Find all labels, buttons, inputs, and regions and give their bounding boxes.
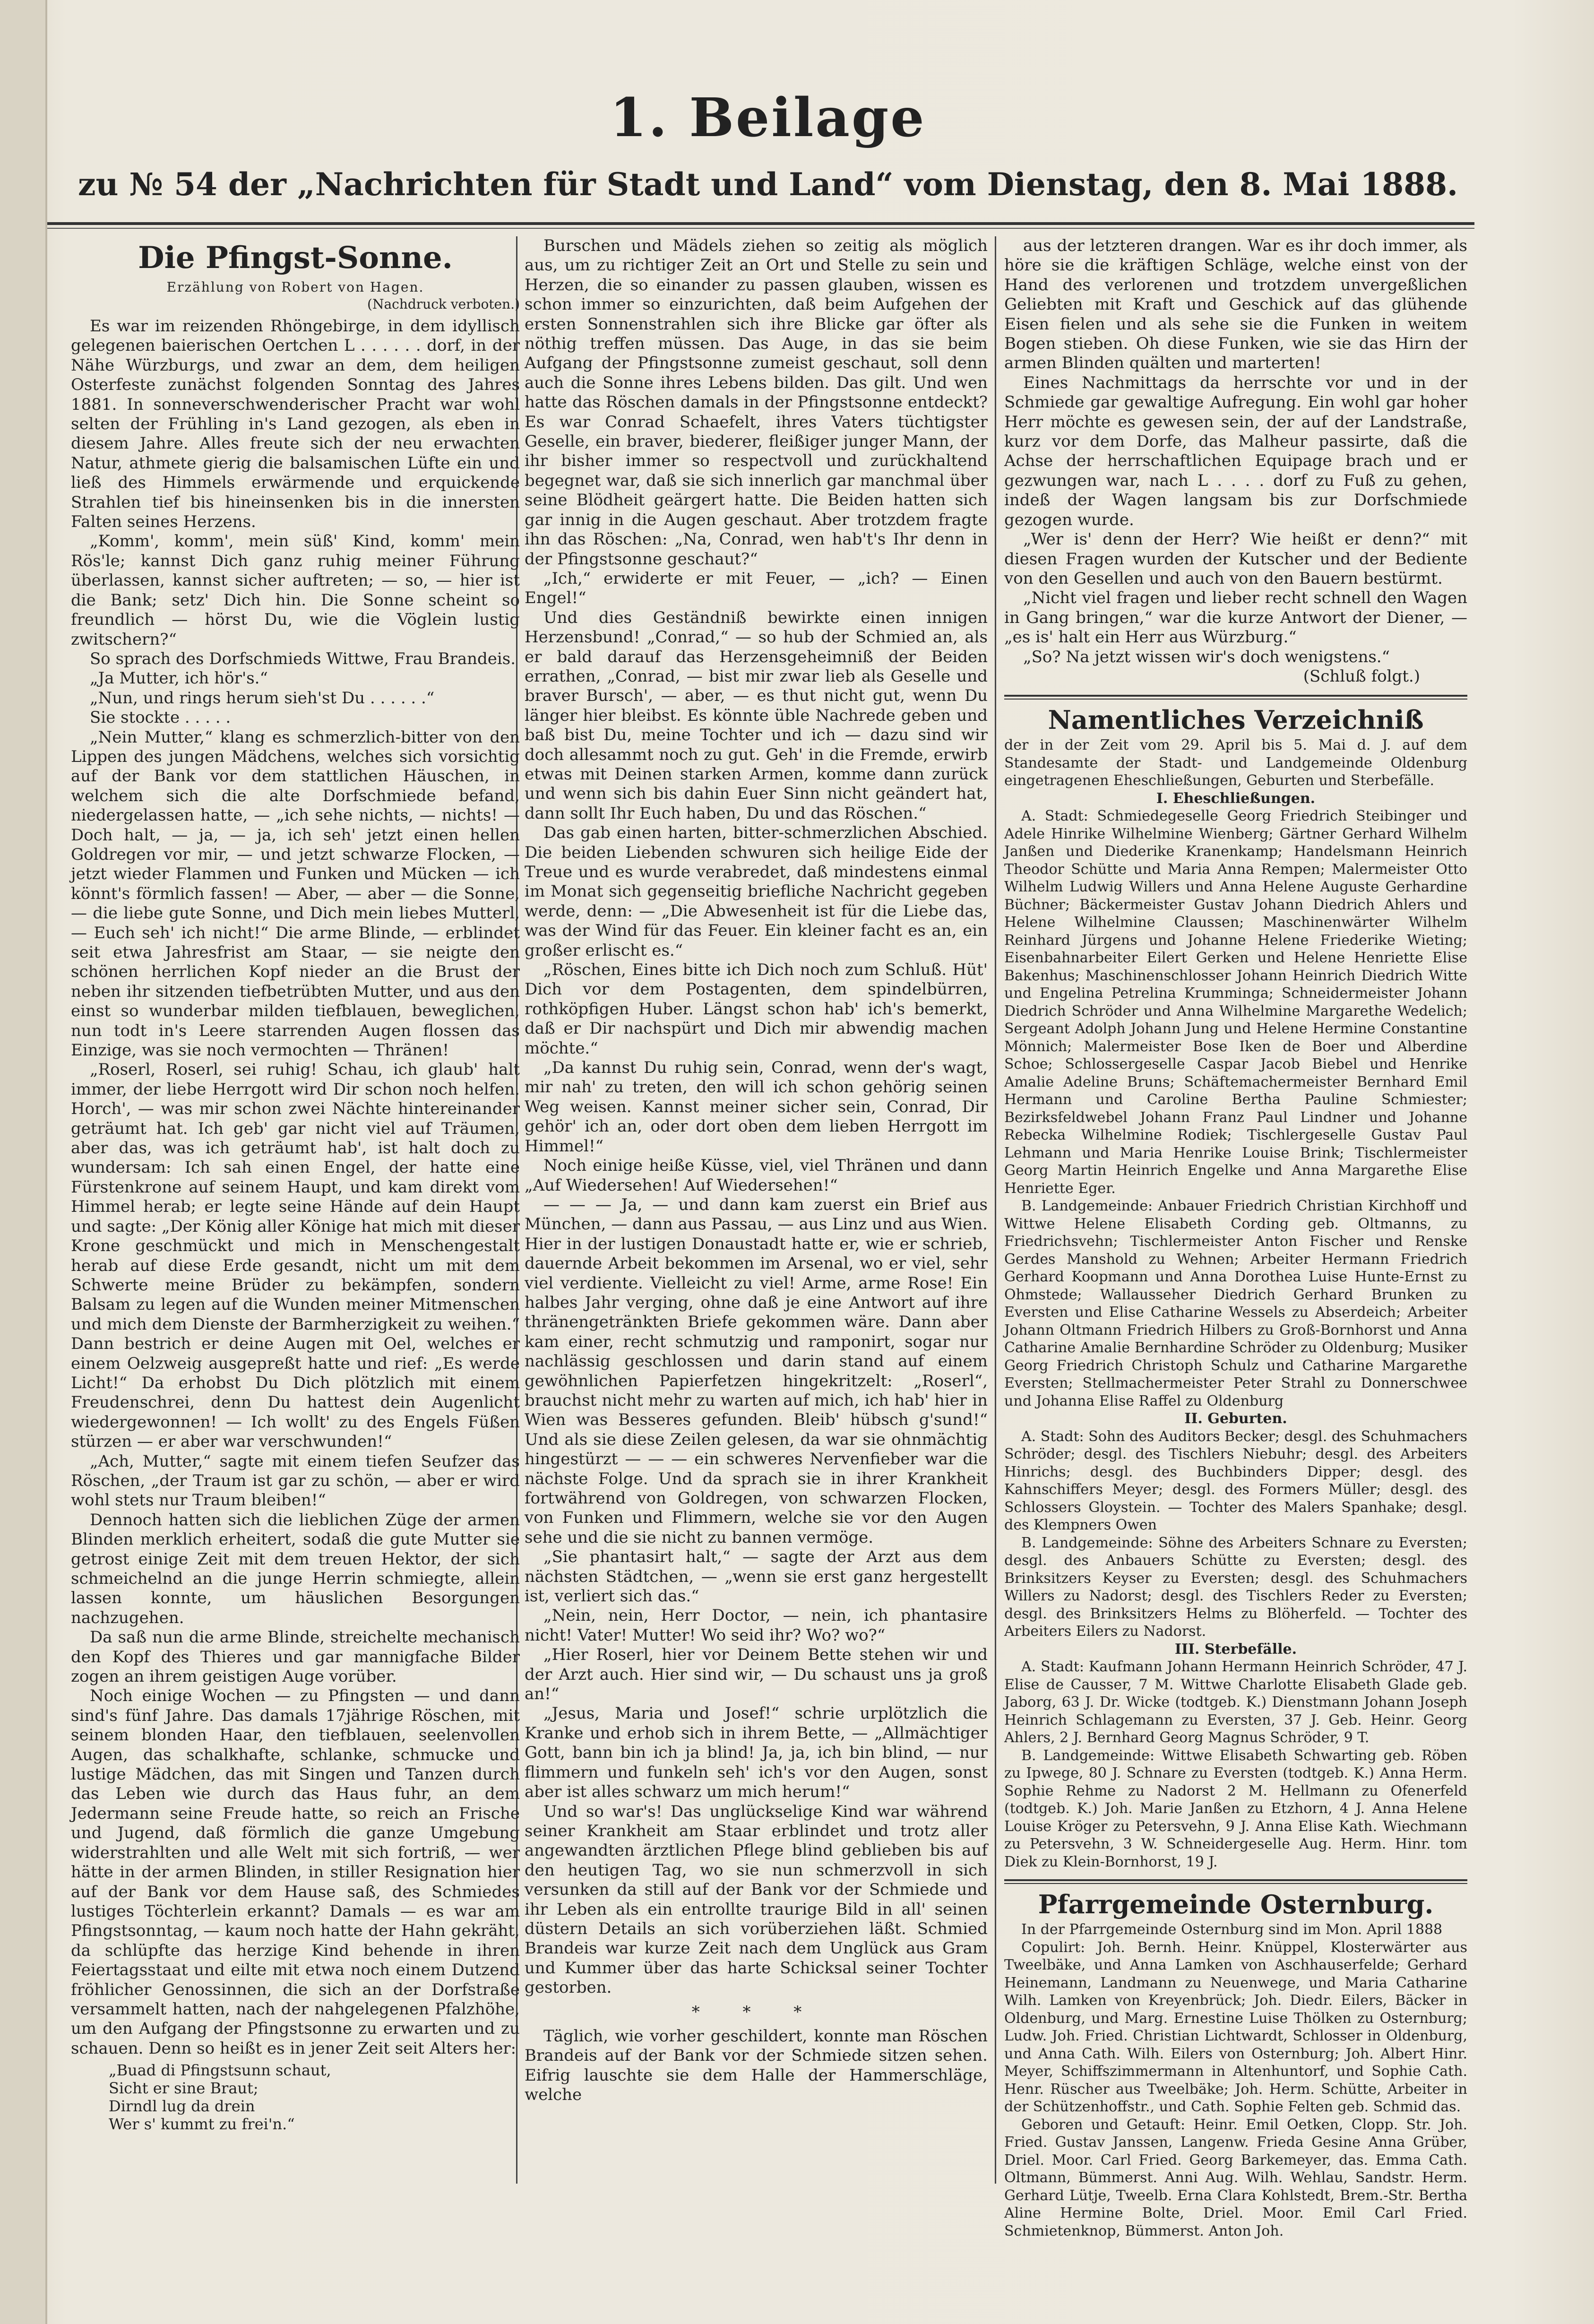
poem-line: Dirndl lug da drein: [109, 2097, 255, 2116]
paragraph: „Roserl, Roserl, sei ruhig! Schau, ich glaub' halt immer, der liebe Herrgott wird Dir schon noch helfen. Horch', — was mir schon zwei Nächte hintereinander geträumt hat. Ich geb' gar nicht viel auf Träumen, aber das, was ich geträumt hab', ist halt doch zu wundersam: Ich sah einen Engel, der hatte eine Fürstenkrone auf seinem Haupt, und kam direkt vom Himmel herab; er legte seine Hände auf dein Haupt und sagte: „Der König aller Könige hat mich mit dieser Krone geschmückt und mich in Menschengestalt herab auf diese Erde gesandt, nicht um mit dem Schwerte meine Brüder zu bekämpfen, sondern Balsam zu legen auf die Wunden meiner Mitmenschen und mich dem Dienste der Barmherzigkeit zu weihen.“ Dann bestrich er deine Augen mit Oel, welches er einem Oelzweig ausgepreßt hatte und rief: „Es werde Licht!“ Da erhobst Du Dich plötzlich mit einem Freudenschrei, denn Du hattest dein Augenlicht wiedergewonnen! — Ich wollt' zu des Engels Füßen stürzen — er aber war verschwunden!“: [71, 1060, 520, 1451]
column-3: [1004, 236, 1467, 2240]
continued-note: (Schluß folgt.): [1303, 666, 1420, 686]
register-sections: [1004, 790, 1467, 1871]
paragraph: Eines Nachmittags da herrschte vor und in der Schmiede gar gewaltige Aufregung. Ein wohl gar hoher Herr möchte es gewesen sein, der auf der Landstraße, kurz vor dem Dorfe, das Malheur passirte, daß die Achse der herrschaftlichen Equipage brach und er gezwungen war, nach L . . . . dorf zu Fuß zu gehen, indeß der Wagen langsam bis zur Dorfschmiede gezogen wurde.: [1004, 373, 1467, 529]
paragraph: „Ja Mutter, ich hör's.“: [90, 669, 268, 688]
paragraph: aus der letzteren drangen. War es ihr doch immer, als höre sie die kräftigen Schläge, welche einst von der Hand des verlorenen und trotzdem unvergeßlichen Geliebten mit Kraft und Geschick auf das glühende Eisen fielen und als sehe sie die Funken in weitem Bogen stieben. Oh diese Funken, wie sie das Hirn der armen Blinden quälten und marterten!: [1004, 236, 1467, 373]
paragraph: „Komm', komm', mein süß' Kind, komm' mein Rös'le; kannst Dich ganz ruhig meiner Führung überlassen, kannst sicher auftreten; — so, — hier ist die Bank; setz' Dich hin. Die Sonne scheint so freundlich — hörst Du, wie die Vöglein lustig zwitschern?“: [71, 532, 520, 649]
register-entry: B. Landgemeinde: Söhne des Arbeiters Schnare zu Eversten; desgl. des Anbauers Schütte zu Eversten; desgl. des Brinksitzers Keyser zu Eversten; desgl. des Schuhmachers Willers zu Nadorst; desgl. des Tischlers Reder zu Eversten; desgl. des Brinksitzers Helms zu Blöherfeld. — Tochter des Arbeiters Eilers zu Nadorst.: [1004, 1534, 1467, 1640]
paragraph: „Nun, und rings herum sieh'st Du . . . . . .“: [90, 688, 435, 708]
register-section-heading: I. Eheschließungen.: [1156, 790, 1316, 807]
parish-copulirt: Copulirt: Joh. Bernh. Heinr. Knüppel, Klosterwärter aus Tweelbäke, und Anna Lamken von Aschhauserfelde; Gerhard Heinemann, Landmann zu Neuenwege, und Maria Catharine Wilh. Lamken von Kreyenbrück; Joh. Diedr. Eilers, Bäcker in Oldenburg, und Marg. Ernestine Luise Thölken zu Osternburg; Ludw. Joh. Fried. Christian Lichtwardt, Schlosser in Oldenburg, und Anna Cath. Wilh. Eilers von Osternburg; Joh. Albert Hinr. Meyer, Schiffszimmermann in Altenhuntorf, und Sophie Cath. Henr. Rüscher aus Tweelbäke; Joh. Herm. Schütte, Arbeiter in der Schützenhoffstr., und Cath. Sophie Felten geb. Schmid das.: [1004, 1939, 1467, 2116]
register-entry: B. Landgemeinde: Wittwe Elisabeth Schwarting geb. Röben zu Ipwege, 80 J. Schnare zu Eversten (todtgeb. K.) Anna Herm. Sophie Rehme zu Nadorst 2 M. Hellmann zu Ofenerfeld (todtgeb. K.) Joh. Marie Janßen zu Etzhorn, 4 J. Anna Helene Louise Kröger zu Petersvehn, 9 J. Anna Elise Kath. Wiechmann zu Petersvehn, 3 W. Schneidergeselle Aug. Herm. Hinr. tom Diek zu Klein-Bornhorst, 19 J.: [1004, 1747, 1467, 1870]
register-entry: A. Stadt: Kaufmann Johann Hermann Heinrich Schröder, 47 J. Elise de Causser, 7 M. Wittwe Charlotte Elisabeth Glade geb. Jaborg, 63 J. Dr. Wicke (todtgeb. K.) Dienstmann Johann Joseph Heinrich Schlagemann zu Eversten, 37 J. Geb. Heinr. Georg Ahlers, 2 J. Bernhard Georg Magnus Schröder, 9 T.: [1004, 1659, 1467, 1746]
paragraph: Da saß nun die arme Blinde, streichelte mechanisch den Kopf des Thieres und gar mannigfache Bilder zogen an ihrem geistigen Auge vorüber.: [71, 1628, 520, 1686]
story-byline: Erzählung von Robert von Hagen.: [166, 279, 424, 295]
paragraph: „Wer is' denn der Herr? Wie heißt er denn?“ mit diesen Fragen wurden der Kutscher und der Bediente von den Gesellen und auch von den Bauern bestürmt.: [1004, 530, 1467, 588]
parish-body: [1004, 1921, 1467, 2240]
masthead: [47, 85, 1489, 208]
poem-line: „Buad di Pfingstsunn schaut,: [109, 2061, 331, 2080]
register-body: [1004, 736, 1467, 1871]
section-stars: * * *: [691, 2002, 821, 2022]
story-paragraphs-2: [525, 236, 988, 1998]
paragraph: Täglich, wie vorher geschildert, konnte man Röschen Brandeis auf der Bank vor der Schmiede sitzen sehen. Eifrig lauschte sie dem Halle der Hammerschläge, welche: [525, 2026, 988, 2105]
header-rule: [47, 222, 1474, 225]
paragraph: „Ich,“ erwiderte er mit Feuer, — „ich? — Einen Engel!“: [525, 569, 988, 608]
paragraph: „So? Na jetzt wissen wir's doch wenigstens.“: [1023, 647, 1390, 666]
column-divider-2: [995, 236, 996, 2184]
parish-rule-thin: [1004, 1883, 1467, 1884]
register-section-heading: III. Sterbefälle.: [1174, 1641, 1297, 1658]
paragraph: So sprach des Dorfschmieds Wittwe, Frau Brandeis.: [90, 649, 516, 668]
register-entry: A. Stadt: Schmiedegeselle Georg Friedrich Steibinger und Adele Hinrike Wilhelmine Wienberg; Gärtner Gerhard Wilhelm Janßen und Diederike Kranenkamp; Handelsmann Heinrich Theodor Schütte und Maria Anna Rempen; Malermeister Otto Wilhelm Ludwig Willers und Anna Helene Auguste Gerhardine Büchner; Bäckermeister Gustav Johann Diedrich Ahlers und Helene Wilhelmine Claussen; Maschinenwärter Wilhelm Reinhard Jürgens und Johanne Helene Friederike Wieting; Eisenbahnarbeiter Eilert Gerken und Helene Henriette Elise Bakenhus; Maschinenschlosser Johann Heinrich Diedrich Witte und Engelina Petrelina Krumminga; Schneidermeister Johann Diedrich Schröder und Anna Wilhelmine Margarethe Wedelich; Sergeant Adolph Johann Jung und Helene Hermine Constantine Mönnich; Malermeister Bose Iken de Boer und Alberdine Schoe; Schlossergeselle Caspar Jacob Biebel und Henrike Amalie Adeline Bruns; Schäftemachermeister Bernhard Emil Hermann und Caroline Bertha Pauline Schmiester; Bezirksfeldwebel Johann Franz Paul Lindner und Johanne Rebecka Wilhelmine Rodiek; Tischlergeselle Gustav Paul Lehmann und Maria Henrike Louise Brink; Tischlermeister Georg Martin Heinrich Engelke und Anna Margarethe Elise Henriette Eger.: [1004, 808, 1467, 1197]
story-paragraphs-3: [1004, 236, 1467, 667]
story-column-1: [71, 236, 520, 2133]
paragraph: „Hier Roserl, hier vor Deinem Bette stehen wir und der Arzt auch. Hier sind wir, — Du schaust uns ja groß an!“: [525, 1645, 988, 1704]
register-rule: [1004, 695, 1467, 697]
paragraph: „Ach, Mutter,“ sagte mit einem tiefen Seufzer das Röschen, „der Traum ist gar zu schön, — aber er wird wohl stets nur Traum bleiben!“: [71, 1451, 520, 1510]
parish-intro: In der Pfarrgemeinde Osternburg sind im Mon. April 1888: [1021, 1921, 1443, 1938]
paragraph: „Da kannst Du ruhig sein, Conrad, wenn der's wagt, mir nah' zu treten, den will ich schon gehörig seinen Weg weisen. Kannst meiner sicher sein, Conrad, Dir gehör' ich an, oder dort oben dem lieben Herrgott im Himmel!“: [525, 1058, 988, 1156]
paragraph: Es war im reizenden Rhöngebirge, in dem idyllisch gelegenen baierischen Oertchen L . . . . . . dorf, in der Nähe Würzburgs, und zwar an dem, dem heiligen Osterfeste zunächst folgenden Sonntag des Jahres 1881. In sonneverschwenderischer Pracht war wohl selten der Frühling in's Land gezogen, als eben in diesem Jahre. Alles freute sich der neu erwachten Natur, athmete gierig die balsamischen Lüfte ein und ließ des Himmels erwärmende und erquickende Strahlen tief bis hineinsenken bis in die innersten Falten seines Herzens.: [71, 317, 520, 532]
paragraph: — — — Ja, — und dann kam zuerst ein Brief aus München, — dann aus Passau, — aus Linz und aus Wien. Hier in der lustigen Donaustadt hatte er, wie er schrieb, dauernde Arbeit bekommen im Arsenal, wo er viel, sehr viel verdiente. Vielleicht zu viel! Arme, arme Rose! Ein halbes Jahr verging, ohne daß je eine Antwort auf ihre thränengetränkten Briefe gekommen wäre. Dann aber kam einer, recht schmutzig und ramponirt, sogar nur nachlässig geschlossen und darin stand auf einem gewöhnlichen Papierfetzen hingekritzelt: „Roserl“, brauchst nicht mehr zu warten auf mich, ich hab' hier in Wien was Besseres gefunden. Bleib' hübsch g'sund!“ Und als sie diese Zeilen gelesen, da war sie ohnmächtig hingestürzt — — — ein schweres Nervenfieber war die nächste Folge. Und da sprach sie in ihrer Krankheit fortwährend von Goldregen, von schwarzen Flocken, von Funken und Flimmern, welche sie vor den Augen sehe und die sie nicht zu bannen vermöge.: [525, 1195, 988, 1547]
supplement-title: 1. Beilage: [610, 87, 926, 149]
paragraph: Und dies Geständniß bewirkte einen innigen Herzensbund! „Conrad,“ — so hub der Schmied an, als er bald darauf das Herzensgeheimniß der Beiden errathen, „Conrad, — bist mir zwar lieb als Geselle und braver Bursch', — aber, — es thut nicht gut, wenn Du länger hier bleibst. Es könnte üble Nachrede geben und baß bist Du, meine Tochter und ich — dazu sind wir doch allesammt noch zu gut. Geh' in die Fremde, erwirb etwas mit Deinen starken Armen, komme dann zurück und wenn sich bis dahin Euer Sinn nicht geändert hat, dann sollt Ihr Euch haben, Du und das Röschen.“: [525, 608, 988, 823]
paragraph: „Nein Mutter,“ klang es schmerzlich-bitter von den Lippen des jungen Mädchens, welches sich vorsichtig auf der Bank vor dem stattlichen Häuschen, in welchem sich die alte Dorfschmiede befand, niedergelassen hatte, — „ich sehe nichts, — nichts! — Doch halt, — ja, — ja, ich seh' jetzt einen hellen Goldregen vor mir, — und jetzt schwarze Flocken, — jetzt wieder Flammen und Funken und Mücken — ich könnt's förmlich fassen! — Aber, — aber — die Sonne, — die liebe gute Sonne, und Dich mein liebes Mutterl, — Euch seh' ich nicht!“ Die arme Blinde, — erblindet seit etwa Jahresfrist am Staar, — sie neigte den schönen herrlichen Kopf nieder an die Brust der neben ihr sitzenden tiefbetrübten Mutter, und aus den einst so wunderbar milden tiefblauen, beweglichen, nun todt in's Leere starrenden Augen flossen das Einzige, was sie noch vermochten — Thränen!: [71, 727, 520, 1060]
paragraph: „Nicht viel fragen und lieber recht schnell den Wagen in Gang bringen,“ war die kurze Antwort der Diener, — „es is' halt ein Herr aus Würzburg.“: [1004, 588, 1467, 647]
register-intro: der in der Zeit vom 29. April bis 5. Mai d. J. auf dem Standesamte der Stadt- und Landgemeinde Oldenburg eingetragenen Eheschließungen, Geburten und Sterbefälle.: [1004, 737, 1467, 789]
parish-rule: [1004, 1879, 1467, 1881]
poem-line: Wer s' kummt zu frei'n.“: [109, 2115, 295, 2134]
register-title: Namentliches Verzeichniß: [1048, 705, 1424, 735]
register-section-heading: II. Geburten.: [1184, 1410, 1287, 1427]
paragraph: Das gab einen harten, bitter-schmerzlichen Abschied. Die beiden Liebenden schwuren sich heilige Eide der Treue und es wurde verabredet, daß mindestens einmal im Monat sich gegenseitig briefliche Nachricht gegeben werde, denn: — „Die Abwesenheit ist für die Liebe das, was der Wind für das Feuer. Ein kleiner facht es an, ein großer erlischt es.“: [525, 823, 988, 960]
story-title: Die Pfingst-Sonne.: [138, 240, 453, 276]
paragraph: „Röschen, Eines bitte ich Dich noch zum Schluß. Hüt' Dich vor dem Postagenten, dem spindelbürren, rothköpfigen Huber. Längst schon hab' ich's bemerkt, daß er Dir nachspürt und Dich mir abwendig machen möchte.“: [525, 960, 988, 1058]
story-column-2: [525, 236, 988, 2105]
paragraph: Und so war's! Das unglückselige Kind war während seiner Krankheit am Staar erblindet und trotz aller angewandten ärztlichen Pflege blind geblieben bis auf den heutigen Tag, wo sie nun schmerzvoll in sich versunken da still auf der Bank vor der Schmiede und ihr Leben als ein entrollte traurige Bild in all' seinen düstern Details an sich vorüberziehen läßt. Schmied Brandeis war kurze Zeit nach dem Unglück aus Gram und Kummer über das harte Schicksal seiner Tochter gestorben.: [525, 1802, 988, 1997]
register-rule-thin: [1004, 699, 1467, 700]
story-paragraphs-1: [71, 317, 520, 2058]
paragraph: „Sie phantasirt halt,“ — sagte der Arzt aus dem nächsten Städtchen, — „wenn sie erst ganz hergestellt ist, verliert sich das.“: [525, 1547, 988, 1606]
poem-line: Sicht er sine Braut;: [109, 2079, 258, 2098]
paragraph: Burschen und Mädels ziehen so zeitig als möglich aus, um zu richtiger Zeit an Ort und Stelle zu sein und Herzen, die so einander zu passen glauben, wissen es schon immer so einzurichten, daß beim Aufgehen der ersten Sonnenstrahlen sich ihre Blicke gar öfter als nöthig treffen müssen. Das Auge, in das sie beim Aufgang der Pfingstsonne zumeist geschaut, soll denn auch die Sonne ihres Lebens bilden. Das gilt. Und wen hatte das Röschen damals in der Pfingstsonne entdeckt? Es war Conrad Schaefelt, ihres Vaters tüchtigster Geselle, ein braver, biederer, fleißiger junger Mann, der ihr bisher immer so respectvoll und zurückhaltend begegnet war, daß sie sich innerlich gar manchmal über seine Blödheit geärgert hatte. Die Beiden hatten sich gar innig in die Augen geschaut. Aber trotzdem fragte ihn das Röschen: „Na, Conrad, wen hab't's Ihr denn in der Pfingstsonne geschaut?“: [525, 236, 988, 569]
supplement-subtitle: zu № 54 der „Nachrichten für Stadt und Land“ vom Dienstag, den 8. Mai 1888.: [78, 166, 1458, 203]
parish-geboren: Geboren und Getauft: Heinr. Emil Oetken, Clopp. Str. Joh. Fried. Gustav Janssen, Langenw. Frieda Gesine Anna Grüber, Driel. Moor. Carl Fried. Georg Barkemeyer, das. Emma Cath. Oltmann, Bümmerst. Anni Aug. Wilh. Wehlau, Sandstr. Herm. Gerhard Lütje, Tweelb. Erna Clara Kohlstedt, Brem.-Str. Bertha Aline Hermine Bolte, Driel. Moor. Emil Carl Fried. Schmietenknop, Bümmerst. Anton Joh.: [1004, 2116, 1467, 2239]
paragraph: Noch einige Wochen — zu Pfingsten — und dann sind's fünf Jahre. Das damals 17jährige Röschen, mit seinem blonden Haar, den tiefblauen, seelenvollen Augen, das schalkhafte, schlanke, schmucke und lustige Mädchen, das mit Singen und Tanzen durch das Leben wie durch das Haus fuhr, an dem Jedermann seine Freude hatte, so reich an Frische und Jugend, daß förmlich die ganze Umgebung widerstrahlten und alle Welt mit sich fortriß, — wer hätte in der armen Blinden, in stiller Resignation hier auf der Bank vor dem Hause saß, des Schmiedes lustiges Töchterlein erkannt? Damals — es war am Pfingstsonntag, — kaum noch hatte der Hahn gekräht, da schlüpfte das herzige Kind behende in ihren Feiertagsstaat und eilte mit etwa noch einem Dutzend fröhlicher Genossinnen, die sich an der Dorfstraße versammelt hatten, nach der nahgelegenen Pfalzhöhe, um den Aufgang der Pfingstsonne zu erwarten und zu schauen. Denn so heißt es in jener Zeit seit Alters her:: [71, 1686, 520, 2058]
register-entry: B. Landgemeinde: Anbauer Friedrich Christian Kirchhoff und Wittwe Helene Elisabeth Cording geb. Oltmanns, zu Friedrichsvehn; Tischlermeister Anton Fischer und Renske Gerdes Manshold zu Wehnen; Arbeiter Hermann Friedrich Gerhard Koopmann und Anna Dorothea Luise Hunte-Ernst zu Ohmstede; Wallausseher Diedrich Gerhard Brunken zu Eversten und Elise Catharine Wessels zu Abserdeich; Arbeiter Johann Oltmann Friedrich Hilbers zu Groß-Bornhorst und Anna Catharine Amalie Bernhardine Schröder zu Oldenburg; Musiker Georg Friedrich Christoph Schulz und Catharine Margarethe Eversten; Stellmachermeister Peter Strahl zu Donnerschwee und Johanna Elise Raffel zu Oldenburg: [1004, 1198, 1467, 1409]
story-poem: [109, 2061, 520, 2133]
story-paragraphs-2b: [525, 2027, 988, 2105]
header-rule-thin: [47, 228, 1474, 229]
paragraph: „Nein, nein, Herr Doctor, — nein, ich phantasire nicht! Vater! Mutter! Wo seid ihr? Wo? wo?“: [525, 1606, 988, 1645]
parish-title: Pfarrgemeinde Osternburg.: [1038, 1889, 1434, 1920]
reprint-notice: (Nachdruck verboten.): [367, 296, 520, 312]
paragraph: Noch einige heiße Küsse, viel, viel Thränen und dann „Auf Wiedersehen! Auf Wiedersehen!“: [525, 1156, 988, 1195]
register-entry: A. Stadt: Sohn des Auditors Becker; desgl. des Schuhmachers Schröder; desgl. des Tischlers Niebuhr; desgl. des Arbeiters Hinrichs; desgl. des Buchbinders Dipper; desgl. des Kahnschiffers Meyer; desgl. des Formers Müller; desgl. des Schlossers Gloystein. — Tochter des Malers Spanhake; desgl. des Klempners Owen: [1004, 1428, 1467, 1534]
paragraph: Sie stockte . . . . .: [90, 708, 231, 727]
paragraph: „Jesus, Maria und Josef!“ schrie urplötzlich die Kranke und erhob sich in ihrem Bette, — „Allmächtiger Gott, bann bin ich ja blind! Ja, ja, ich bin blind, — nur flimmern und funkeln seh' ich's vor den Augen, sonst aber ist alles schwarz um mich herum!“: [525, 1704, 988, 1802]
paragraph: Dennoch hatten sich die lieblichen Züge der armen Blinden merklich erheitert, sodaß die gute Mutter sie getrost einige Zeit mit dem treuen Hektor, der sich schmeichelnd an die junge Herrin schmiegte, allein lassen konnte, um häuslichen Besorgungen nachzugehen.: [71, 1510, 520, 1627]
adjacent-page-edge: [0, 0, 47, 2324]
